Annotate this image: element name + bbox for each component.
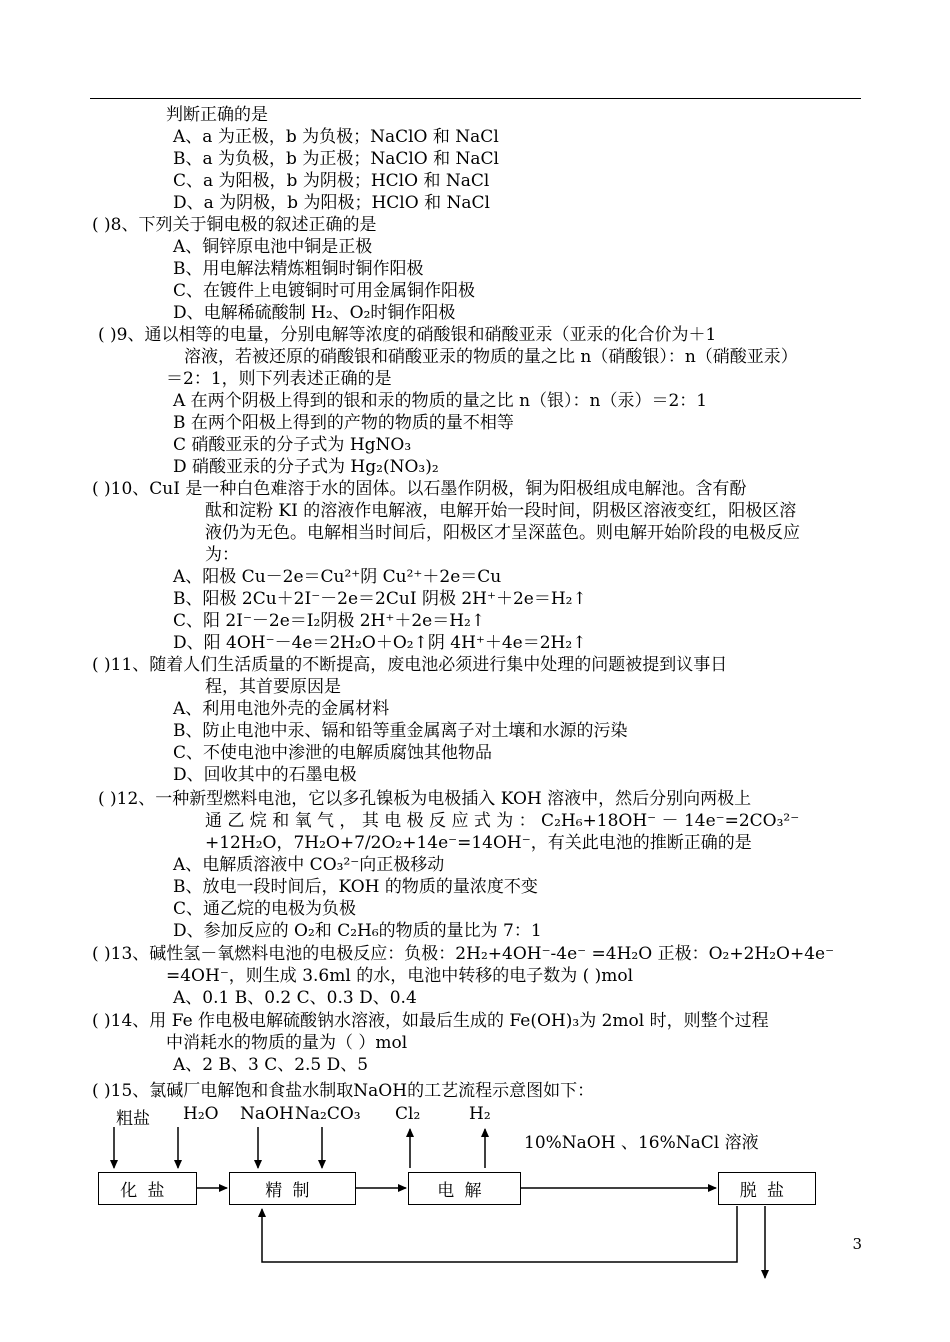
q8-option-a: A、铜锌原电池中铜是正极 [173,237,373,257]
q10-option-d: D、阳 4OH⁻－4e＝2H₂O＋O₂↑阴 4H⁺＋4e＝2H₂↑ [173,633,587,653]
input-label-crude-salt: 粗盐 [116,1109,150,1129]
q12-line2: 通 乙 烷 和 氧 气 ， 其 电 极 反 应 式 为 ： C₂H₆+18OH⁻ － 14e⁻=2CO₃²⁻ [205,811,800,831]
box-refine: 精制 [229,1172,356,1205]
q9-line2: 溶液，若被还原的硝酸银和硝酸亚汞的物质的量之比 n（硝酸银）：n（硝酸亚汞） [184,347,798,367]
q10-option-b: B、阳极 2Cu＋2I⁻－2e＝2CuI 阴极 2H⁺＋2e＝H₂↑ [173,589,587,609]
q11-line1: ( )11、随着人们生活质量的不断提高，废电池必须进行集中处理的问题被提到议事日 [92,655,728,675]
q7-option-a: A、a 为正极，b 为负极；NaClO 和 NaCl [173,127,499,147]
q14-line2: 中消耗水的物质的量为（ ）mol [166,1033,408,1053]
input-label-na2co3: Na₂CO₃ [295,1104,361,1124]
q13-line1: ( )13、碱性氢－氧燃料电池的电极反应：负极：2H₂+4OH⁻-4e⁻ =4H₂O 正极：O₂+2H₂O+4e⁻ [92,944,835,964]
q10-line2: 酞和淀粉 KI 的溶液作电解液，电解开始一段时间，阴极区溶液变红，阳极区溶 [205,501,797,521]
q9-option-a: A 在两个阴极上得到的银和汞的物质的量之比 n（银）：n（汞）＝2：1 [173,391,708,411]
q11-option-c: C、不使电池中渗泄的电解质腐蚀其他物品 [173,743,493,763]
q14-options: A、2 B、3 C、2.5 D、5 [173,1055,369,1075]
q11-option-a: A、利用电池外壳的金属材料 [173,699,390,719]
q11-option-b: B、防止电池中汞、镉和铅等重金属离子对土壤和水源的污染 [173,721,628,741]
q13-options: A、0.1 B、0.2 C、0.3 D、0.4 [173,988,417,1008]
q10-option-c: C、阳 2I⁻－2e＝I₂阴极 2H⁺＋2e＝H₂↑ [173,611,486,631]
q8-option-c: C、在镀件上电镀铜时可用金属铜作阳极 [173,281,476,301]
arrow-recycle [262,1206,737,1262]
q12-option-d: D、参加反应的 O₂和 C₂H₆的物质的量比为 7：1 [173,921,542,941]
q12-line1: ( )12、一种新型燃料电池，它以多孔镍板为电极插入 KOH 溶液中，然后分别向两极上 [98,789,752,809]
page-number: 3 [852,1235,862,1253]
q7-stem: 判断正确的是 [166,105,268,125]
q12-option-b: B、放电一段时间后，KOH 的物质的量浓度不变 [173,877,538,897]
q8-option-d: D、电解稀硫酸制 H₂、O₂时铜作阳极 [173,303,456,323]
q10-line3: 液仍为无色。电解相当时间后，阳极区才呈深蓝色。则电解开始阶段的电极反应 [205,523,800,543]
q10-line1: ( )10、CuI 是一种白色难溶于水的固体。以石墨作阴极，铜为阳极组成电解池。含有酚 [92,479,747,499]
q14-line1: ( )14、用 Fe 作电极电解硫酸钠水溶液，如最后生成的 Fe(OH)₃为 2mol 时，则整个过程 [92,1011,769,1031]
output-label-h2: H₂ [469,1104,491,1124]
q12-option-a: A、电解质溶液中 CO₃²⁻向正极移动 [173,855,445,875]
product-label: 10%NaOH 、16%NaCl 溶液 [524,1133,759,1153]
q7-option-c: C、a 为阳极，b 为阴极；HClO 和 NaCl [173,171,490,191]
q9-line1: ( )9、通以相等的电量，分别电解等浓度的硝酸银和硝酸亚汞（亚汞的化合价为＋1 [98,325,717,345]
box-electrolysis: 电解 [408,1172,521,1205]
output-label-cl2: Cl₂ [395,1104,421,1124]
q9-option-c: C 硝酸亚汞的分子式为 HgNO₃ [173,435,412,455]
box-desalt: 脱盐 [718,1172,816,1205]
box-dissolve-salt: 化盐 [98,1172,197,1205]
q12-option-c: C、通乙烷的电极为负极 [173,899,357,919]
q8-option-b: B、用电解法精炼粗铜时铜作阳极 [173,259,424,279]
q9-option-b: B 在两个阳极上得到的产物的物质的量不相等 [173,413,514,433]
q7-option-d: D、a 为阴极，b 为阳极；HClO 和 NaCl [173,193,490,213]
q11-line2: 程，其首要原因是 [205,677,341,697]
q9-option-d: D 硝酸亚汞的分子式为 Hg₂(NO₃)₂ [173,457,439,477]
q9-line3: ＝2：1，则下列表述正确的是 [166,369,392,389]
q11-option-d: D、回收其中的石墨电极 [173,765,357,785]
q12-line3: +12H₂O，7H₂O+7/2O₂+14e⁻=14OH⁻，有关此电池的推断正确的是 [205,833,752,853]
input-label-naoh: NaOH [240,1104,294,1124]
q13-line2: =4OH⁻，则生成 3.6ml 的水，电池中转移的电子数为 ( )mol [166,966,634,986]
q10-line4: 为： [205,545,239,565]
q7-option-b: B、a 为负极，b 为正极；NaClO 和 NaCl [173,149,499,169]
input-label-water: H₂O [183,1104,219,1124]
q8-stem: ( )8、下列关于铜电极的叙述正确的是 [92,215,377,235]
q10-option-a: A、阳极 Cu－2e＝Cu²⁺阴 Cu²⁺＋2e＝Cu [173,567,502,587]
q15-stem: ( )15、氯碱厂电解饱和食盐水制取NaOH的工艺流程示意图如下： [92,1081,595,1101]
